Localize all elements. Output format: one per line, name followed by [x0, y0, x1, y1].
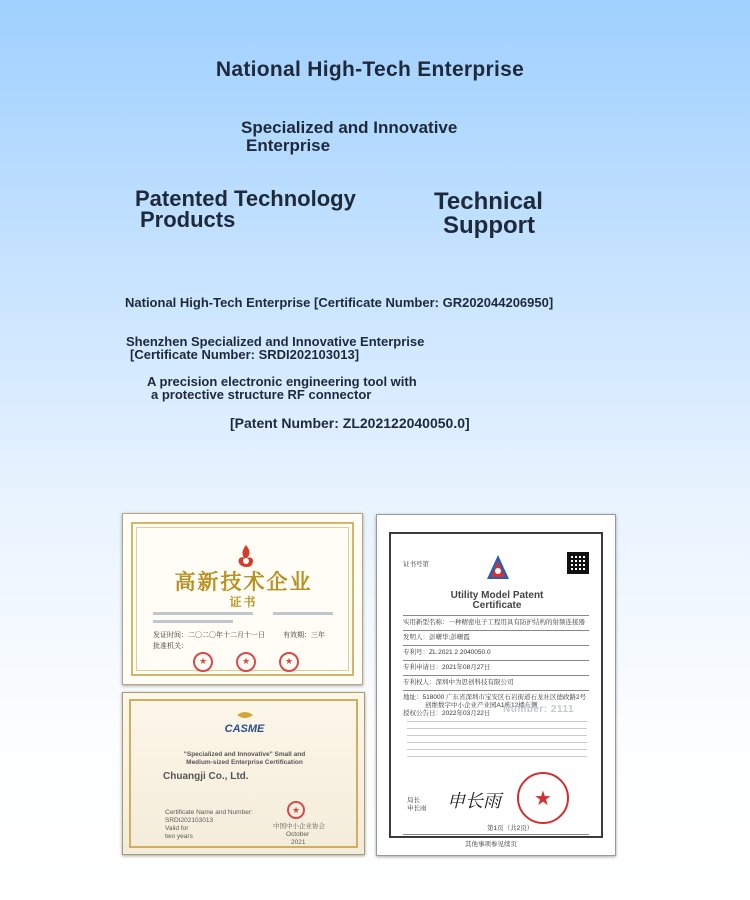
patent-title-line2: Certificate: [472, 600, 522, 611]
heading-patented-line2: Products: [140, 207, 236, 232]
red-seal-icon: [193, 652, 213, 672]
detail-patent-line2: a protective structure RF connector: [151, 387, 372, 402]
divider: [403, 645, 589, 646]
casme-valid-value: two years: [165, 833, 193, 840]
casme-org: 中国中小企业协会: [273, 823, 325, 830]
heading-patented: [135, 188, 356, 230]
qr-code-icon: [567, 552, 589, 574]
heading-patented-line1: Patented Technology: [135, 186, 356, 211]
patent-footer-note: 其他事项参见续页: [465, 841, 517, 848]
patent-office-emblem-icon: [483, 553, 513, 581]
patent-director-name: 申长雨: [407, 805, 427, 812]
heading-high-tech: National High-Tech Enterprise: [215, 58, 525, 81]
casme-logo: CASME: [224, 723, 265, 735]
casme-valid-label: Valid for: [165, 825, 189, 832]
casme-title-line2: Medium-sized Enterprise Certification: [186, 759, 303, 766]
blurred-text-line: [153, 620, 233, 623]
heading-technical-line2: Support: [443, 212, 535, 239]
blurred-text-line: [153, 612, 253, 615]
divider: [403, 660, 589, 661]
patent-title-line1: Utility Model Patent: [450, 590, 544, 601]
hightech-emblem-icon: [235, 544, 257, 568]
laurel-emblem-icon: [235, 709, 255, 721]
patent-utility-name: 实用新型名称：一种精密电子工程用具有防护结构的射频连接器: [403, 619, 585, 626]
patent-application-date: 专利申请日：2021年08月27日: [403, 664, 491, 671]
detail-specialized-cert: [126, 335, 424, 361]
casme-year: 2021: [291, 839, 306, 846]
casme-company: Chuangji Co., Ltd.: [163, 771, 249, 782]
red-seal-icon: [287, 801, 305, 819]
detail-hightech-cert: National High-Tech Enterprise [Certificate Number: GR202044206950]: [125, 295, 554, 310]
detail-patent-description: [147, 375, 417, 401]
hightech-certificate-subtitle: 证书: [229, 595, 258, 609]
red-seal-icon: [236, 652, 256, 672]
casme-title: [123, 751, 366, 767]
blurred-text-line: [273, 612, 333, 615]
detail-patent-line1: A precision electronic engineering tool with: [147, 374, 417, 389]
heading-specialized-line2: Enterprise: [246, 136, 331, 155]
patent-page-footer: 第1页（共2页）: [487, 825, 534, 832]
patent-inventor: 发明人：彭曙华;彭曙霞: [403, 634, 470, 641]
casme-month: October: [286, 831, 310, 838]
hightech-authority: 批准机关：: [153, 643, 188, 650]
patent-number-overlay: Number: 2111: [503, 704, 575, 715]
heading-specialized-line1: Specialized and Innovative: [241, 118, 458, 137]
hightech-certificate-image: [122, 513, 363, 685]
hightech-validity: 有效期：三年: [283, 632, 325, 639]
patent-body-text: [407, 721, 587, 763]
heading-specialized: [241, 119, 457, 155]
patent-office-red-seal-icon: [517, 772, 569, 824]
patent-holder: 专利权人：深圳中为思创科技有限公司: [403, 679, 514, 686]
patent-director-label: 局长: [407, 797, 420, 804]
patent-certificate-image: [376, 514, 616, 856]
patent-number: 专利号：ZL 2021 2 2040050.0: [403, 649, 491, 656]
divider: [403, 675, 589, 676]
detail-specialized-line1: Shenzhen Specialized and Innovative Enterprise: [126, 334, 425, 349]
divider: [403, 630, 589, 631]
director-signature: 申长雨: [447, 791, 501, 812]
heading-technical-support: [434, 190, 543, 238]
hightech-date-row: 发证时间：二〇二〇年十二月十一日: [153, 632, 265, 639]
detail-patent-number: [Patent Number: ZL202122040050.0]: [230, 415, 470, 431]
casme-cert-number: SRDI202103013: [165, 817, 214, 824]
casme-cert-label: Certificate Name and Number:: [165, 809, 253, 816]
detail-specialized-line2: [Certificate Number: SRDI202103013]: [130, 347, 360, 362]
divider: [403, 690, 589, 691]
patent-certificate-title: [377, 591, 617, 611]
patent-address: 地址：518000 广东省深圳市宝安区石岩街道石龙社区德政路2号: [403, 694, 587, 701]
red-seal-icon: [279, 652, 299, 672]
divider: [403, 615, 589, 616]
heading-technical-line1: Technical: [434, 188, 543, 215]
hightech-certificate-title: 高新技术企业: [174, 569, 313, 594]
casme-title-line1: "Specialized and Innovative" Small and: [183, 751, 306, 758]
divider: [403, 834, 589, 835]
patent-authorization-date: 授权公告日：2022年03月22日: [403, 710, 491, 717]
casme-certificate-image: [122, 692, 365, 855]
patent-cert-no-label: 证书号第: [403, 561, 429, 568]
patent-address-line2: 创维数字中小企业产业园A1栋12楼东侧: [425, 702, 538, 709]
